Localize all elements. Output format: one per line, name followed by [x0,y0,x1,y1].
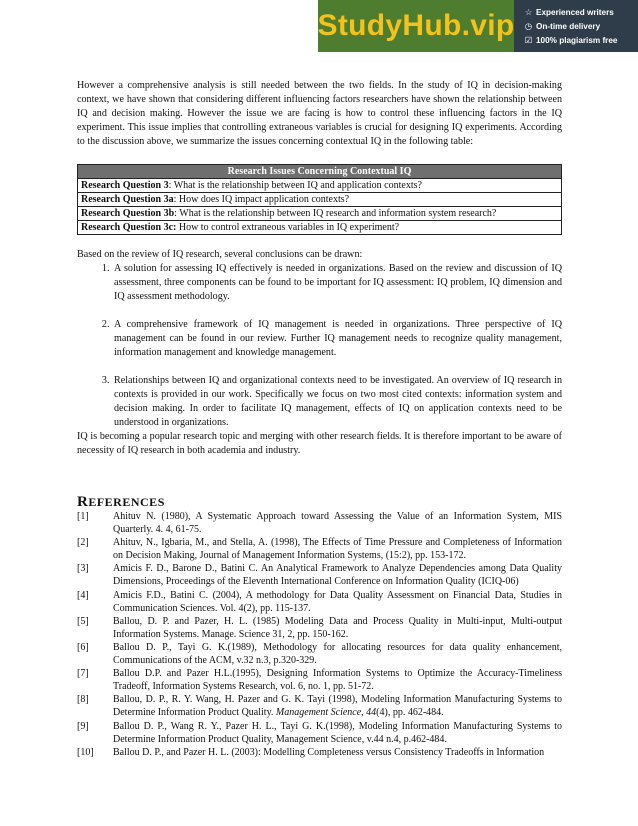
feature-experienced-writers [524,5,638,19]
conclusions-lead: Based on the review of IQ research, several conclusions can be drawn: [77,249,363,260]
feature-text: On-time delivery [536,21,601,31]
list-item: [4] Amicis F.D., Batini C. (2004), A methodology for Data Quality Assessment on Financial Data, Studies in Communication Sciences. Vol. 4(2), pp. 115-137. [77,589,562,614]
banner-features [514,0,638,52]
studyhub-banner[interactable] [318,0,638,52]
closing-paragraph: IQ is becoming a popular research topic and merging with other research fields. It is therefore important to be aware of necessity of IQ research in both academia and industry. [77,431,562,456]
table-row [78,193,562,207]
rq-label: Research Question 3c: [81,222,177,233]
table-row [78,179,562,193]
list-item: 3. Relationships between IQ and organizational contexts need to be investigated. An overview of IQ research in contexts is provided in our work. Specifically we focus on two most cited contexts: information system and decision making. In order to facilitate IQ management, effects of IQ on application contexts need to be understood in organizations. [112,374,562,430]
list-item: [9] Ballou D. P., Wang R. Y., Pazer H. L., Tayi G. K.(1998), Modeling Information Manufacturing Systems to Determine Information Product Quality, Management Science, v.44 n.4, p.462-484. [77,720,562,745]
research-issues-table [77,164,562,235]
list-item: [3] Amicis F. D., Barone D., Batini C. An Analytical Framework to Analyze Dependencies among Data Quality Dimensions, Proceedings of the Eleventh International Conference on Information Quality (ICIQ-06) [77,563,562,588]
rq-label: Research Question 3 [81,180,169,191]
feature-on-time-delivery [524,19,638,33]
list-item: [7] Ballou D.P. and Pazer H.L.(1995), Designing Information Systems to Optimize the Accuracy-Timeliness Tradeoff, Information Systems Research, vol. 6, no. 1, pp. 51-72. [77,668,562,693]
list-item: 2. A comprehensive framework of IQ management is needed in organizations. Three perspective of IQ management can be found in our review. Further IQ management needs to recognize quality management, information management and knowledge management. [112,318,562,360]
table-row [78,207,562,221]
table-header: Research Issues Concerning Contextual IQ [78,165,562,179]
heading-rest: EFERENCES [88,495,165,509]
rq-text: : How does IQ impact application contexts? [173,194,350,205]
list-item: 1. A solution for assessing IQ effectively is needed in organizations. Based on the review and discussion of IQ assessment, three components can be found to be important for IQ assessment: IQ problem, IQ dimension and IQ assessment methodology. [112,262,562,304]
rq-label: Research Question 3a [81,194,174,205]
conclusions-list [77,262,562,430]
references-heading [77,494,165,511]
studyhub-logo: StudyHub.vip [317,9,515,42]
list-item: [2] Ahituv, N., Igbaria, M., and Stella, A. (1998), The Effects of Time Pressure and Completeness of Information on Decision Making, Journal of Management Information Systems, (15:2), pp. 153-172. [77,537,562,562]
feature-text: Experienced writers [536,7,614,17]
list-item: [5] Ballou, D. P. and Pazer, H. L. (1985) Modeling Data and Process Quality in Multi-input, Multi-output Information Systems. Manage. Science 31, 2, pp. 150-162. [77,615,562,640]
rq-text: : What is the relationship between IQ research and information system research? [174,208,497,219]
page-content [77,79,562,458]
rq-label: Research Question 3b [81,208,175,219]
list-item: [1] Ahituv N. (1980), A Systematic Approach toward Assessing the Value of an Information System, MIS Quarterly. 4. 4, 61-75. [77,511,562,536]
table-row [78,221,562,235]
list-item: [6] Ballou D. P., Tayi G. K.(1989), Methodology for allocating resources for data quality enhancement, Communications of the ACM, v.32 n.3, p.320-329. [77,641,562,667]
check-badge-icon: ☑ [524,34,533,45]
heading-initial: R [77,494,89,510]
logo-block[interactable] [318,0,514,52]
rq-text: How to control extraneous variables in IQ experiment? [176,222,400,233]
list-item: [8] Ballou, D. P., R. Y. Wang, H. Pazer and G. K. Tayi (1998), Modeling Information Manufacturing Systems to Determine Information Product Quality. Management Science, 44(4), pp. 462-484. [77,694,562,719]
star-icon: ☆ [524,6,533,17]
feature-plagiarism-free [524,33,638,47]
rq-text: : What is the relationship between IQ and application contexts? [168,180,422,191]
list-item: [10] Ballou D. P., and Pazer H. L. (2003): Modelling Completeness versus Consistency Tradeoffs in Information [77,746,545,758]
intro-paragraph: However a comprehensive analysis is still needed between the two fields. In the study of IQ in decision-making context, we have shown that considering different influencing factors researchers have shown the relationship between IQ and decision making. However the issue we are facing is how to control these influencing factors in the IQ experiment. This issue implies that controlling extraneous variables is crucial for designing IQ experiments. According to the discussion above, we summarize the issues concerning contextual IQ in the following table: [77,80,562,147]
feature-text: 100% plagiarism free [536,35,618,45]
clock-icon: ◷ [524,20,533,31]
references-list [77,510,562,759]
